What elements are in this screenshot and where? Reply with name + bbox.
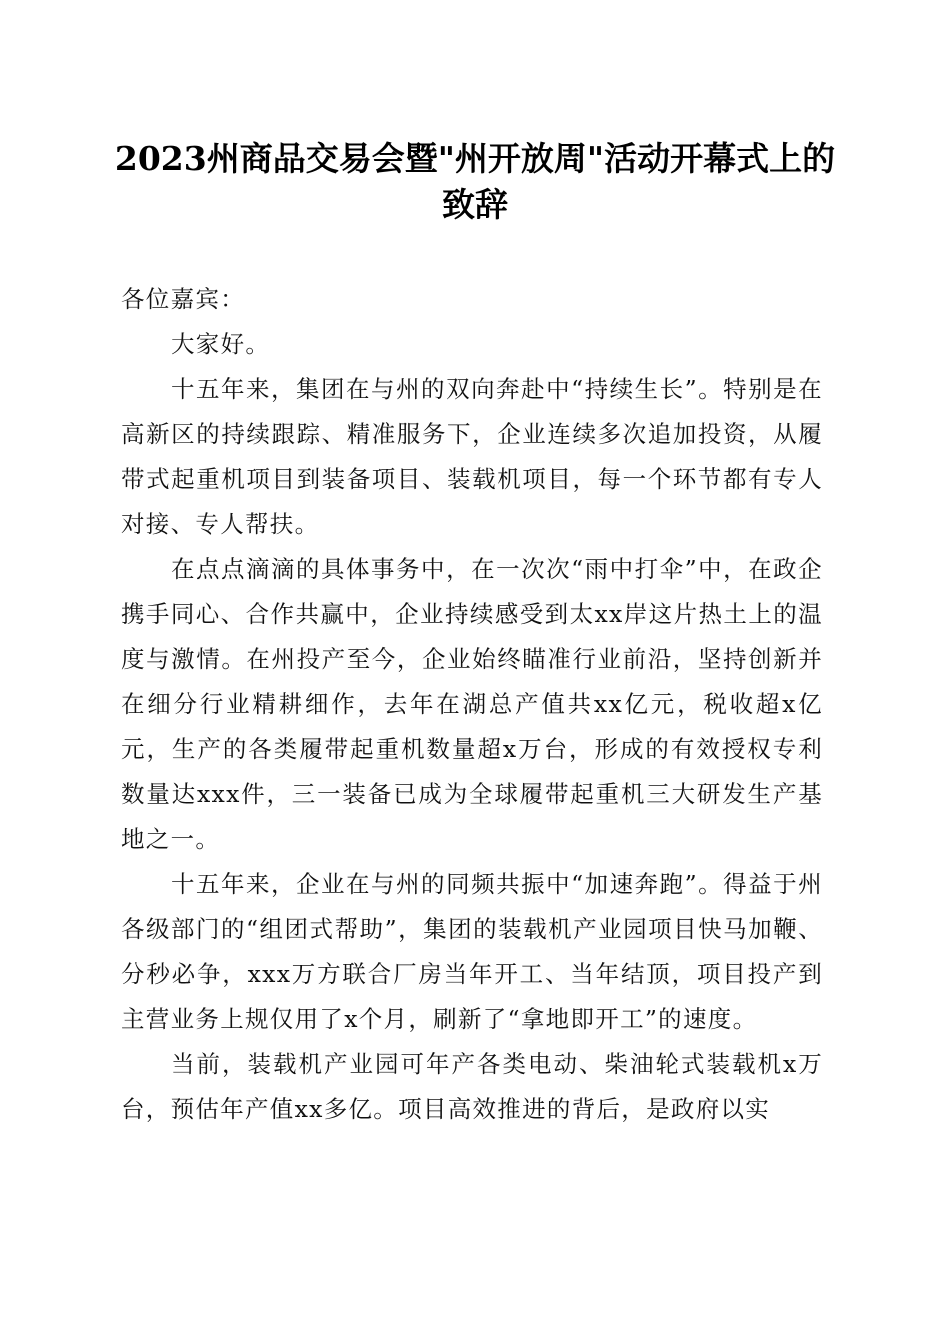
paragraph: 当前，装载机产业园可年产各类电动、柴油轮式装载机x万台，预估年产值xx多亿。项目高效推进的背后，是政府以实 [121, 1050, 823, 1123]
paragraph: 在点点滴滴的具体事务中，在一次次“雨中打伞”中，在政企携手同心、合作共赢中，企业持续感受到太xx岸这片热土上的温度与激情。在州投产至今，企业始终瞄准行业前沿，坚持创新并在细分行业精耕细作，去年在湖总产值共xx亿元，税收超x亿元，生产的各类履带起重机数量超x万台，形成的有效授权专利数量达xxx件，三一装备已成为全球履带起重机三大研发生产基地之一。 [121, 555, 823, 853]
document-body [121, 277, 823, 1132]
paragraph: 大家好。 [171, 330, 271, 358]
paragraph: 十五年来，企业在与州的同频共振中“加速奔跑”。得益于州各级部门的“组团式帮助”，集团的装载机产业园项目快马加鞭、分秒必争，xxx万方联合厂房当年开工、当年结顶，项目投产到主营业务上规仅用了x个月，刷新了“拿地即开工”的速度。 [121, 870, 823, 1033]
document-title: 2023州商品交易会暨"州开放周"活动开幕式上的致辞 [114, 139, 836, 224]
salutation: 各位嘉宾： [121, 285, 245, 313]
paragraph: 十五年来，集团在与州的双向奔赴中“持续生长”。特别是在高新区的持续跟踪、精准服务下，企业连续多次追加投资，从履带式起重机项目到装备项目、装载机项目，每一个环节都有专人对接、专人帮扶。 [121, 375, 823, 538]
